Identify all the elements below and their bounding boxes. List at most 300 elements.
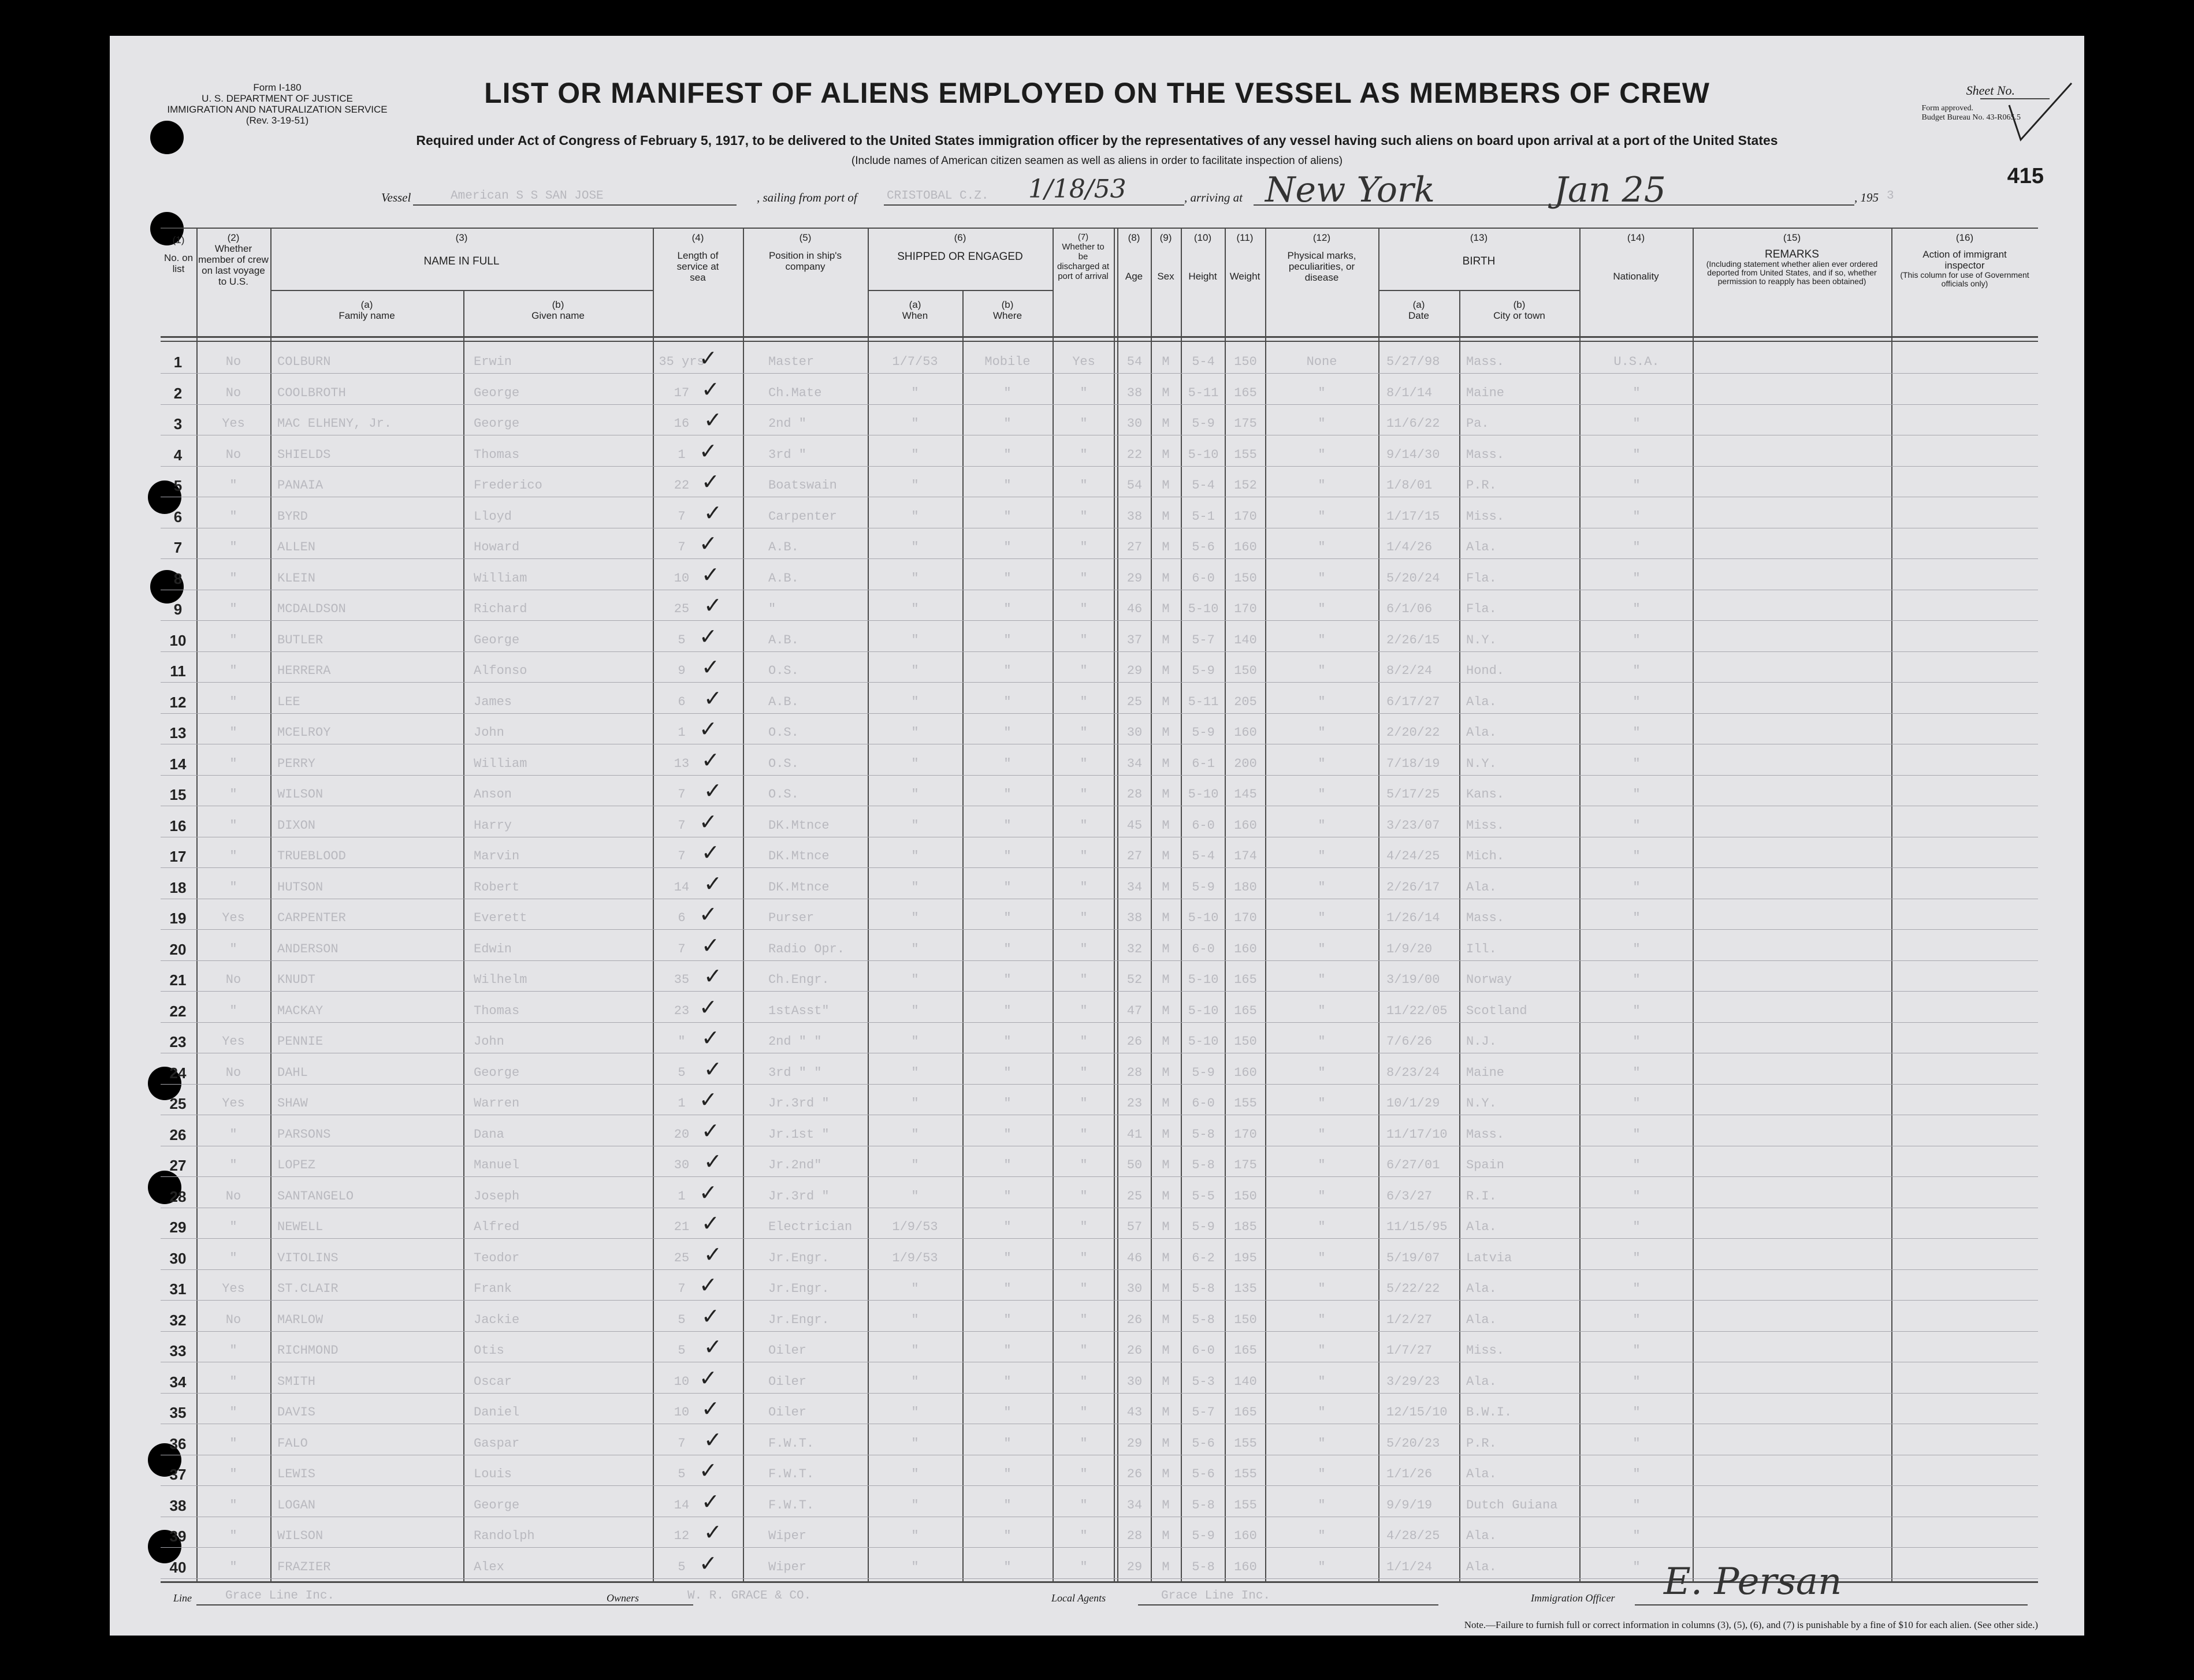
line-label: Line <box>173 1592 192 1604</box>
shipped-when: " <box>911 941 919 956</box>
port-value: CRISTOBAL C.Z. <box>887 189 989 203</box>
crew-on-last-voyage: " <box>229 1250 237 1265</box>
shipped-when: " <box>911 1065 919 1080</box>
shipped-when: 1/9/53 <box>892 1250 938 1265</box>
given-name: Teodor <box>474 1250 520 1265</box>
family-name: PANAIA <box>277 478 323 493</box>
ship-position: " <box>768 602 776 616</box>
physical-marks: " <box>1318 756 1326 771</box>
manifest-page <box>110 36 2084 1636</box>
family-name: DAVIS <box>277 1405 316 1420</box>
birth-date: 6/3/27 <box>1386 1189 1433 1204</box>
col-number: (b) <box>552 299 564 310</box>
birth-date: 10/1/29 <box>1386 1096 1440 1111</box>
row-number: 35 <box>169 1404 187 1421</box>
age: 34 <box>1126 1498 1143 1513</box>
height: 6-0 <box>1192 941 1215 956</box>
nationality: " <box>1633 725 1641 740</box>
height: 5-10 <box>1188 602 1219 616</box>
family-name: SHAW <box>277 1096 308 1111</box>
height: 5-10 <box>1188 1003 1219 1018</box>
form-number: Form I-180 <box>253 82 302 93</box>
check-mark-icon: ✓ <box>699 716 717 742</box>
col-discharge-header <box>1053 232 1114 281</box>
weight: 165 <box>1234 385 1257 400</box>
check-mark-icon: ✓ <box>701 840 720 865</box>
ship-position: Ch.Engr. <box>768 973 830 987</box>
col-number: (5) <box>799 232 812 243</box>
physical-marks: " <box>1318 1343 1326 1358</box>
col-age-header <box>1117 232 1151 282</box>
shipped-when: " <box>911 1312 919 1327</box>
birth-place: Scotland <box>1466 1003 1527 1018</box>
height: 5-10 <box>1188 787 1219 802</box>
length-of-service: 25 <box>674 602 690 616</box>
weight: 175 <box>1234 416 1257 431</box>
col-number: (2) <box>227 232 240 243</box>
birth-place: Fla. <box>1466 602 1497 616</box>
shipped-where: " <box>1003 1034 1012 1049</box>
col-number: (11) <box>1236 232 1254 243</box>
row-number: 22 <box>169 1002 187 1020</box>
family-name: MAC ELHENY, Jr. <box>277 416 392 431</box>
physical-marks: " <box>1318 1436 1326 1451</box>
discharge-flag: " <box>1080 1127 1088 1142</box>
age: 34 <box>1126 756 1143 771</box>
check-mark-icon: ✓ <box>704 1149 722 1174</box>
shipped-when: " <box>911 1467 919 1481</box>
crew-on-last-voyage: " <box>229 941 237 956</box>
height: 5-9 <box>1192 1529 1215 1543</box>
nationality: " <box>1633 941 1641 956</box>
length-of-service: 20 <box>674 1127 690 1142</box>
given-name: Wilhelm <box>474 973 527 987</box>
weight: 165 <box>1234 1405 1257 1420</box>
ship-position: Ch.Mate <box>768 385 822 400</box>
sex: M <box>1162 540 1170 554</box>
crew-on-last-voyage: " <box>229 1127 237 1142</box>
birth-place: Mass. <box>1466 911 1505 925</box>
birth-place: Hond. <box>1466 664 1505 678</box>
col-number: (1) <box>172 234 185 245</box>
age: 54 <box>1126 355 1143 369</box>
ship-position: DK.Mtnce <box>768 880 830 895</box>
sex: M <box>1162 756 1170 771</box>
birth-place: Ala. <box>1466 540 1497 554</box>
row-number: 25 <box>169 1095 187 1112</box>
age: 46 <box>1126 602 1143 616</box>
check-mark-icon: ✓ <box>699 809 717 835</box>
nationality: " <box>1633 1220 1641 1234</box>
birth-place: P.R. <box>1466 478 1497 493</box>
weight: 170 <box>1234 509 1257 524</box>
discharge-flag: " <box>1080 1405 1088 1420</box>
age: 45 <box>1126 818 1143 833</box>
discharge-flag: " <box>1080 1220 1088 1234</box>
shipped-where: " <box>1003 1189 1012 1204</box>
physical-marks: " <box>1318 1003 1326 1018</box>
ship-position: Carpenter <box>768 509 837 524</box>
shipped-when: " <box>911 1034 919 1049</box>
check-mark-icon: ✓ <box>704 500 722 526</box>
row-rule <box>161 1238 2038 1239</box>
crew-on-last-voyage: " <box>229 478 237 493</box>
age: 38 <box>1126 385 1143 400</box>
check-mark-icon: ✓ <box>699 1179 717 1205</box>
weight: 150 <box>1234 571 1257 586</box>
family-name: VITOLINS <box>277 1250 339 1265</box>
shipped-where: " <box>1003 1343 1012 1358</box>
check-mark-icon: ✓ <box>699 1550 717 1576</box>
col-number: (8) <box>1128 232 1140 243</box>
discharge-flag: " <box>1080 447 1088 462</box>
crew-on-last-voyage: " <box>229 756 237 771</box>
shipped-when: " <box>911 540 919 554</box>
length-of-service: 5 <box>678 632 686 647</box>
col-label: Nationality <box>1613 271 1659 282</box>
age: 37 <box>1126 632 1143 647</box>
shipped-when: " <box>911 1498 919 1513</box>
year-value: 3 <box>1887 189 1894 203</box>
physical-marks: " <box>1318 911 1326 925</box>
family-name: SMITH <box>277 1374 316 1389</box>
family-name: FRAZIER <box>277 1559 331 1574</box>
age: 28 <box>1126 1529 1143 1543</box>
given-name: Alex <box>474 1559 504 1574</box>
nationality: " <box>1633 1003 1641 1018</box>
check-mark-icon: ✓ <box>704 593 722 618</box>
birth-date: 4/28/25 <box>1386 1529 1440 1543</box>
physical-marks: " <box>1318 1250 1326 1265</box>
shipped-where: " <box>1003 818 1012 833</box>
ship-position: DK.Mtnce <box>768 849 830 863</box>
age: 47 <box>1126 1003 1143 1018</box>
crew-on-last-voyage: No <box>225 385 241 400</box>
sex: M <box>1162 1127 1170 1142</box>
physical-marks: " <box>1318 1467 1326 1481</box>
form-dept: U. S. DEPARTMENT OF JUSTICE <box>202 93 353 104</box>
given-name: William <box>474 756 527 771</box>
shipped-where: " <box>1003 385 1012 400</box>
nationality: " <box>1633 818 1641 833</box>
age: 29 <box>1126 571 1143 586</box>
col-label: Action of immigrant inspector <box>1922 249 2007 271</box>
crew-on-last-voyage: " <box>229 1498 237 1513</box>
shipped-when: " <box>911 416 919 431</box>
shipped-where: " <box>1003 849 1012 863</box>
shipped-when: " <box>911 1405 919 1420</box>
given-name: Frank <box>474 1282 512 1296</box>
shipped-where: " <box>1003 725 1012 740</box>
physical-marks: None <box>1306 355 1337 369</box>
shipped-when: " <box>911 1529 919 1543</box>
col-number: (15) <box>1783 232 1801 243</box>
row-rule <box>161 620 2038 621</box>
row-number: 29 <box>169 1219 187 1236</box>
row-number: 30 <box>169 1249 187 1267</box>
family-name: COLBURN <box>277 355 331 369</box>
given-name: Lloyd <box>474 509 512 524</box>
col-where-header <box>962 299 1053 321</box>
crew-on-last-voyage: " <box>229 1220 237 1234</box>
shipped-where: " <box>1003 1282 1012 1296</box>
col-action-header <box>1891 232 2038 288</box>
given-name: Alfred <box>474 1220 520 1234</box>
arriving-label: , arriving at <box>1184 191 1243 204</box>
discharge-flag: " <box>1080 911 1088 925</box>
crew-on-last-voyage: " <box>229 632 237 647</box>
row-number: 8 <box>173 569 183 587</box>
document-title: LIST OR MANIFEST OF ALIENS EMPLOYED ON THE VESSEL AS MEMBERS OF CREW <box>484 77 1710 109</box>
crew-on-last-voyage: No <box>225 973 241 987</box>
physical-marks: " <box>1318 478 1326 493</box>
col-label: Length of service at sea <box>676 250 719 283</box>
row-number: 7 <box>173 539 183 556</box>
nationality: " <box>1633 1065 1641 1080</box>
age: 27 <box>1126 849 1143 863</box>
col-marks-header <box>1265 232 1378 283</box>
given-name: Jackie <box>474 1312 520 1327</box>
length-of-service: 12 <box>674 1529 690 1543</box>
col-family-header <box>270 299 463 321</box>
physical-marks: " <box>1318 1158 1326 1172</box>
shipped-where: " <box>1003 1065 1012 1080</box>
family-name: LEWIS <box>277 1467 316 1481</box>
weight: 185 <box>1234 1220 1257 1234</box>
row-rule <box>161 775 2038 776</box>
birth-date: 9/9/19 <box>1386 1498 1433 1513</box>
birth-date: 4/24/25 <box>1386 849 1440 863</box>
check-mark-icon: ✓ <box>699 1458 717 1483</box>
length-of-service: 7 <box>678 1436 686 1451</box>
family-name: ST.CLAIR <box>277 1282 339 1296</box>
crew-on-last-voyage: " <box>229 664 237 678</box>
row-number: 20 <box>169 940 187 958</box>
weight: 180 <box>1234 880 1257 895</box>
row-number: 31 <box>169 1280 187 1298</box>
row-rule <box>161 1084 2038 1085</box>
family-name: TRUEBLOOD <box>277 849 346 863</box>
ship-position: Jr.Engr. <box>768 1312 830 1327</box>
shipped-where: " <box>1003 911 1012 925</box>
ship-position: Jr.3rd " <box>768 1096 830 1111</box>
height: 5-8 <box>1192 1312 1215 1327</box>
check-mark-icon: ✓ <box>704 1519 722 1545</box>
physical-marks: " <box>1318 725 1326 740</box>
col-label: Height <box>1188 271 1217 282</box>
discharge-flag: " <box>1080 1282 1088 1296</box>
birth-place: Ala. <box>1466 1559 1497 1574</box>
birth-date: 3/29/23 <box>1386 1374 1440 1389</box>
sex: M <box>1162 849 1170 863</box>
length-of-service: 7 <box>678 849 686 863</box>
age: 29 <box>1126 1436 1143 1451</box>
shipped-where: " <box>1003 478 1012 493</box>
col-number: (a) <box>360 299 373 310</box>
height: 5-9 <box>1192 880 1215 895</box>
birth-date: 5/20/23 <box>1386 1436 1440 1451</box>
shipped-where: " <box>1003 540 1012 554</box>
birth-date: 5/19/07 <box>1386 1250 1440 1265</box>
col-label: Family name <box>339 310 395 321</box>
shipped-where: " <box>1003 1003 1012 1018</box>
height: 5-6 <box>1192 1467 1215 1481</box>
col-number: (a) <box>909 299 921 310</box>
row-number: 15 <box>169 786 187 803</box>
check-mark-icon: ✓ <box>704 1241 722 1267</box>
crew-on-last-voyage: " <box>229 540 237 554</box>
given-name: Harry <box>474 818 512 833</box>
age: 26 <box>1126 1467 1143 1481</box>
crew-on-last-voyage: " <box>229 849 237 863</box>
col-number: (10) <box>1193 232 1212 243</box>
given-name: William <box>474 571 527 586</box>
sex: M <box>1162 1498 1170 1513</box>
physical-marks: " <box>1318 1529 1326 1543</box>
birth-place: Ala. <box>1466 1529 1497 1543</box>
birth-date: 2/26/17 <box>1386 880 1440 895</box>
ship-position: Oiler <box>768 1343 807 1358</box>
given-name: Thomas <box>474 1003 520 1018</box>
given-name: George <box>474 385 520 400</box>
nationality: " <box>1633 1034 1641 1049</box>
length-of-service: 13 <box>674 756 690 771</box>
crew-on-last-voyage: " <box>229 1405 237 1420</box>
nationality: U.S.A. <box>1613 355 1660 369</box>
row-number: 10 <box>169 631 187 649</box>
family-name: LEE <box>277 694 300 709</box>
family-name: DIXON <box>277 818 316 833</box>
row-rule <box>161 1485 2038 1486</box>
crew-on-last-voyage: Yes <box>222 911 245 925</box>
age: 30 <box>1126 1374 1143 1389</box>
birth-date: 6/17/27 <box>1386 694 1440 709</box>
crew-on-last-voyage: " <box>229 571 237 586</box>
weight: 170 <box>1234 1127 1257 1142</box>
sex: M <box>1162 941 1170 956</box>
birth-place: Norway <box>1466 973 1512 987</box>
row-number: 5 <box>173 477 183 494</box>
col-number: (3) <box>455 232 468 243</box>
age: 38 <box>1126 509 1143 524</box>
height: 6-2 <box>1192 1250 1215 1265</box>
crew-on-last-voyage: No <box>225 1189 241 1204</box>
col-label: Physical marks, peculiarities, or disease <box>1287 250 1356 283</box>
sex: M <box>1162 1436 1170 1451</box>
length-of-service: 14 <box>674 1498 690 1513</box>
physical-marks: " <box>1318 1096 1326 1111</box>
col-label: Age <box>1125 271 1143 282</box>
weight: 205 <box>1234 694 1257 709</box>
given-name: Randolph <box>474 1529 535 1543</box>
col-number: (6) <box>954 232 966 243</box>
col-shipped-header <box>868 232 1053 262</box>
birth-date: 5/27/98 <box>1386 355 1440 369</box>
physical-marks: " <box>1318 973 1326 987</box>
nationality: " <box>1633 571 1641 586</box>
length-of-service: 25 <box>674 1250 690 1265</box>
check-mark-icon: ✓ <box>704 1334 722 1359</box>
age: 29 <box>1126 1559 1143 1574</box>
height: 5-1 <box>1192 509 1215 524</box>
height: 5-9 <box>1192 1065 1215 1080</box>
port-date: 1/18/53 <box>1028 174 1126 204</box>
sex: M <box>1162 1343 1170 1358</box>
birth-date: 12/15/10 <box>1386 1405 1448 1420</box>
age: 26 <box>1126 1343 1143 1358</box>
discharge-flag: " <box>1080 1034 1088 1049</box>
check-mark-icon: ✓ <box>701 1396 720 1421</box>
ship-position: O.S. <box>768 725 799 740</box>
sex: M <box>1162 1374 1170 1389</box>
crew-on-last-voyage: No <box>225 355 241 369</box>
physical-marks: " <box>1318 602 1326 616</box>
shipped-when: " <box>911 571 919 586</box>
row-number: 12 <box>169 693 187 711</box>
length-of-service: 9 <box>678 664 686 678</box>
nationality: " <box>1633 1189 1641 1204</box>
check-mark-icon: ✓ <box>701 932 720 958</box>
birth-date: 2/20/22 <box>1386 725 1440 740</box>
birth-place: N.Y. <box>1466 1096 1497 1111</box>
check-mark-icon: ✓ <box>701 1025 720 1051</box>
family-name: CARPENTER <box>277 911 346 925</box>
check-mark-icon: ✓ <box>699 345 717 371</box>
weight: 150 <box>1234 1312 1257 1327</box>
discharge-flag: " <box>1080 416 1088 431</box>
col-label: Weight <box>1229 271 1260 282</box>
birth-date: 1/17/15 <box>1386 509 1440 524</box>
col-number: (4) <box>691 232 704 243</box>
age: 28 <box>1126 1065 1143 1080</box>
col-birth-city-header <box>1459 299 1579 321</box>
row-number: 9 <box>173 601 183 618</box>
discharge-flag: " <box>1080 694 1088 709</box>
shipped-where: " <box>1003 1158 1012 1172</box>
age: 57 <box>1126 1220 1143 1234</box>
sex: M <box>1162 416 1170 431</box>
discharge-flag: " <box>1080 1467 1088 1481</box>
row-rule <box>161 1176 2038 1177</box>
check-mark-icon: ✓ <box>704 778 722 803</box>
row-rule <box>161 651 2038 652</box>
birth-date: 7/18/19 <box>1386 756 1440 771</box>
row-rule <box>161 867 2038 868</box>
crew-on-last-voyage: Yes <box>222 416 245 431</box>
sex: M <box>1162 478 1170 493</box>
col-sublabel: (Including statement whether alien ever ordered deported from United States, and if so, whether permission to reapply has been obtained) <box>1706 259 1878 286</box>
nationality: " <box>1633 694 1641 709</box>
birth-place: Mich. <box>1466 849 1505 863</box>
nationality: " <box>1633 664 1641 678</box>
physical-marks: " <box>1318 694 1326 709</box>
weight: 160 <box>1234 818 1257 833</box>
physical-marks: " <box>1318 849 1326 863</box>
shipped-where: " <box>1003 1096 1012 1111</box>
row-number: 17 <box>169 848 187 865</box>
birth-date: 1/7/27 <box>1386 1343 1433 1358</box>
shipped-when: " <box>911 1158 919 1172</box>
family-name: SANTANGELO <box>277 1189 354 1204</box>
height: 5-10 <box>1188 973 1219 987</box>
nationality: " <box>1633 756 1641 771</box>
nationality: " <box>1633 880 1641 895</box>
given-name: Louis <box>474 1467 512 1481</box>
ship-position: Jr.2nd" <box>768 1158 822 1172</box>
physical-marks: " <box>1318 1405 1326 1420</box>
physical-marks: " <box>1318 1065 1326 1080</box>
given-name: Daniel <box>474 1405 520 1420</box>
